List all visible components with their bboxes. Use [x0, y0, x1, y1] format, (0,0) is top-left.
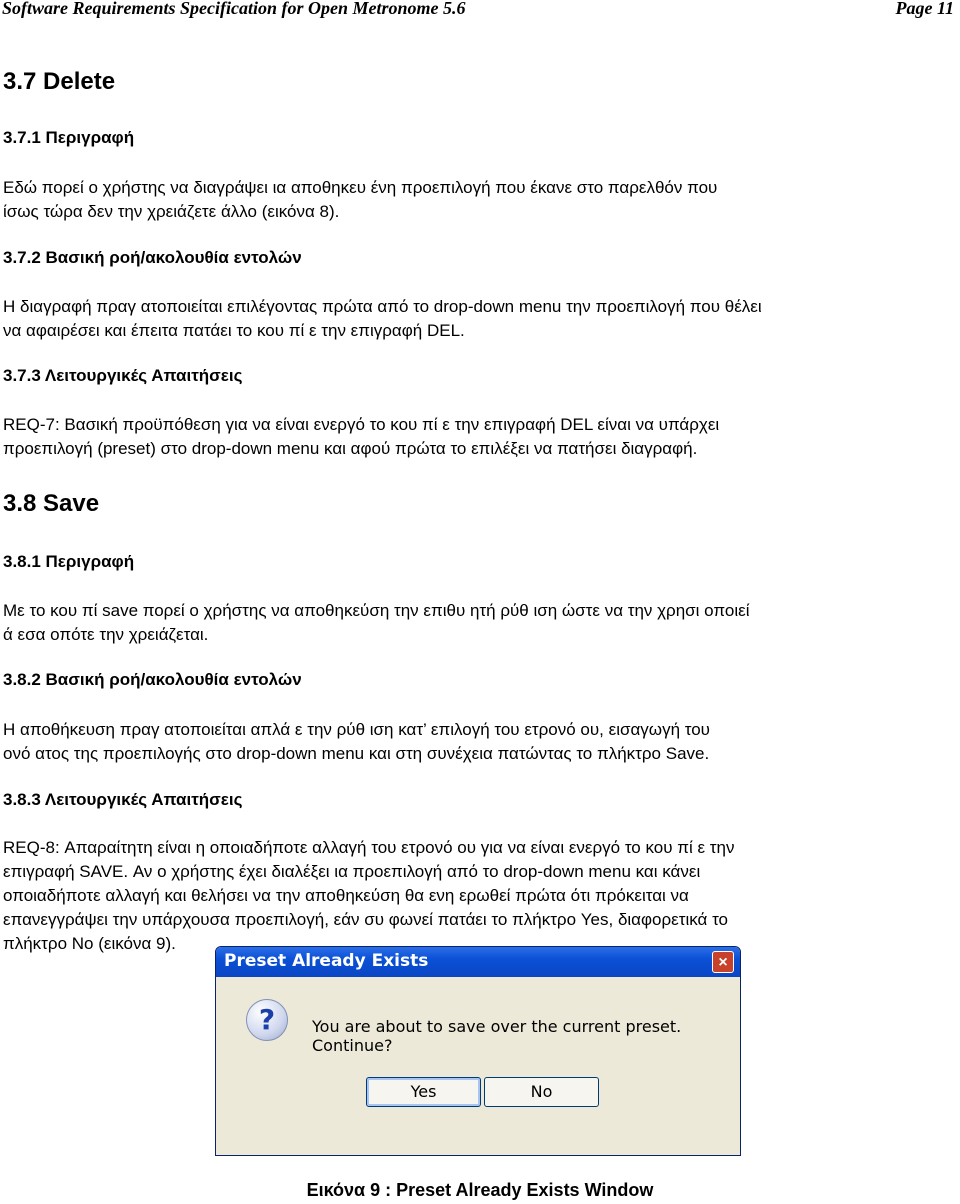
section-heading-delete: 3.7 Delete [3, 68, 116, 95]
dialog-message: You are about to save over the current preset. Continue? [312, 1017, 682, 1055]
text-line: επανεγγράψει την υπάρχουσα προεπιλογή, εάν συ φωνεί πατάει το πλήκτρο Yes, διαφορετικά το [3, 910, 728, 929]
subsection-heading-3-8-2: 3.8.2 Βασική ροή/ακολουθία εντολών [3, 670, 302, 689]
subsection-heading-3-7-1: 3.7.1 Περιγραφή [3, 128, 135, 147]
yes-button[interactable]: Yes [366, 1077, 481, 1107]
figure-caption: Εικόνα 9 : Preset Already Exists Window [306, 1180, 654, 1200]
text-line: ά εσα οπότε την χρειάζεται. [3, 625, 209, 644]
section-heading-save: 3.8 Save [3, 490, 100, 517]
page-number: Page 11 [895, 0, 954, 18]
subsection-heading-3-7-2: 3.7.2 Βασική ροή/ακολουθία εντολών [3, 248, 302, 267]
preset-exists-dialog [215, 946, 741, 1156]
dialog-title: Preset Already Exists [224, 951, 429, 971]
paragraph-3-8-1 [3, 599, 957, 647]
subsection-heading-3-8-1: 3.8.1 Περιγραφή [3, 552, 135, 571]
text-line: προεπιλογή (preset) στο drop-down menu και αφού πρώτα το επιλέξει να πατήσει διαγραφή. [3, 439, 698, 458]
text-line: οποιαδήποτε αλλαγή και θελήσει να την αποθηκεύση θα ενη ερωθεί πρώτα ότι πρόκειται να [3, 886, 689, 905]
dialog-titlebar[interactable] [216, 947, 740, 977]
text-line: Η αποθήκευση πραγ ατοποιείται απλά ε την ρύθ ιση κατ’ επιλογή του ετρονό ου, εισαγωγή του [3, 720, 710, 739]
text-line: να αφαιρέσει και έπειτα πατάει το κου πί ε την επιγραφή DEL. [3, 321, 465, 340]
text-line: επιγραφή SAVE. Αν ο χρήστης έχει διαλέξει ια προεπιλογή από το drop-down menu και κάνει [3, 862, 701, 881]
question-icon: ? [246, 999, 288, 1041]
text-line: REQ-7: Βασική προϋπόθεση για να είναι ενεργό το κου πί ε την επιγραφή DEL είναι να υπάρχει [3, 415, 720, 434]
paragraph-3-7-3 [3, 413, 957, 461]
subsection-heading-3-7-3: 3.7.3 Λειτουργικές Απαιτήσεις [3, 366, 243, 385]
text-line: Εδώ πορεί ο χρήστης να διαγράψει ια αποθηκευ ένη προεπιλογή που έκανε στο παρελθόν που [3, 178, 718, 197]
text-line: ονό ατος της προεπιλογής στο drop-down menu και στη συνέχεια πατώντας το πλήκτρο Save. [3, 744, 710, 763]
running-header-title: Software Requirements Specification for Open Metronome 5.6 [2, 0, 466, 18]
paragraph-3-7-2 [3, 295, 957, 343]
text-line: Με το κου πί save πορεί ο χρήστης να αποθηκεύση την επιθυ ητή ρύθ ιση ώστε να την χρησι οποιεί [3, 601, 750, 620]
paragraph-3-7-1 [3, 176, 957, 224]
paragraph-3-8-2 [3, 718, 957, 766]
paragraph-3-8-3 [3, 836, 957, 956]
no-button[interactable]: No [484, 1077, 599, 1107]
text-line: ίσως τώρα δεν την χρειάζετε άλλο (εικόνα 8). [3, 202, 340, 221]
subsection-heading-3-8-3: 3.8.3 Λειτουργικές Απαιτήσεις [3, 790, 243, 809]
text-line: Η διαγραφή πραγ ατοποιείται επιλέγοντας πρώτα από το drop-down menu την προεπιλογή που θέλει [3, 297, 762, 316]
close-button[interactable]: × [712, 951, 734, 973]
text-line: REQ-8: Απαραίτητη είναι η οποιαδήποτε αλλαγή του ετρονό ου για να είναι ενεργό το κου πί ε την [3, 838, 735, 857]
text-line: πλήκτρο No (εικόνα 9). [3, 934, 176, 953]
